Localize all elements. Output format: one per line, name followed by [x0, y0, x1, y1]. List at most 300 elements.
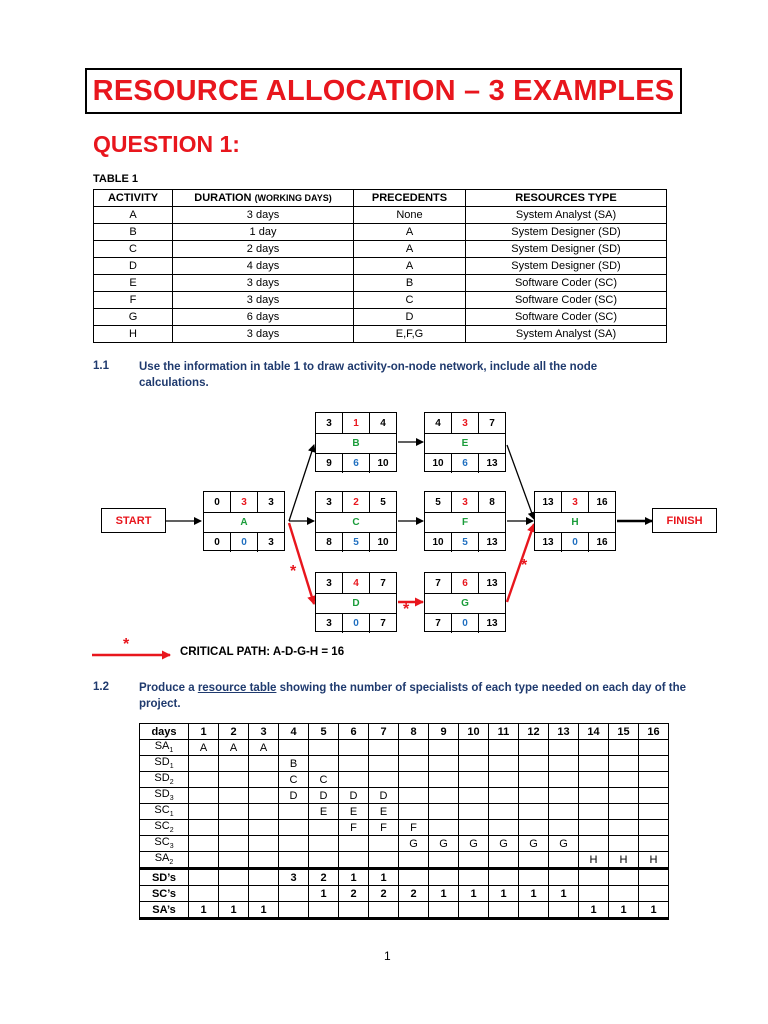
node-late-finish: 3: [257, 532, 284, 552]
resource-cell: [489, 852, 519, 869]
node-float: 0: [451, 613, 478, 633]
activity-table-cell: E: [94, 275, 173, 292]
page-number: 1: [384, 949, 391, 963]
resource-cell: [309, 852, 339, 869]
sum-cell: [609, 886, 639, 902]
node-late-finish: 7: [369, 613, 396, 633]
node-late-start: 8: [326, 536, 332, 548]
resource-cell: [369, 836, 399, 852]
days-label: days: [140, 724, 189, 740]
resource-label: [140, 852, 189, 869]
sum-cell: [489, 902, 519, 919]
sum-cell: 3: [279, 869, 309, 886]
resource-cell: [459, 820, 489, 836]
resource-cell: [489, 820, 519, 836]
resource-label: [140, 740, 189, 756]
node-activity-name: B: [352, 437, 360, 449]
activity-table-cell: G: [94, 309, 173, 326]
resource-cell: [279, 820, 309, 836]
resource-label-sub: 3: [169, 843, 174, 851]
resource-cell: [399, 756, 429, 772]
node-float: 5: [342, 532, 369, 552]
day-header: 2: [219, 724, 249, 740]
sum-cell: 1: [549, 886, 579, 902]
activity-table-cell: Software Coder (SC): [466, 275, 667, 292]
node-late-finish: 13: [478, 453, 505, 473]
day-header: 14: [579, 724, 609, 740]
sum-cell: 1: [609, 902, 639, 919]
resource-cell: [639, 820, 669, 836]
sum-cell: 1: [249, 902, 279, 919]
resource-cell: [609, 804, 639, 820]
resource-cell: [549, 740, 579, 756]
node-float: 0: [561, 532, 588, 552]
resource-cell: E: [339, 804, 369, 820]
resource-label-sub: 2: [169, 859, 174, 867]
resource-cell: [189, 852, 219, 869]
sum-cell: 1: [639, 902, 669, 919]
resource-row: [140, 836, 669, 852]
resource-cell: [219, 852, 249, 869]
activity-table-cell: F: [94, 292, 173, 309]
resource-cell: [219, 772, 249, 788]
question-heading: QUESTION 1:: [93, 131, 240, 157]
activity-table-cell: Software Coder (SC): [466, 292, 667, 309]
resource-cell: [339, 852, 369, 869]
resource-cell: [429, 756, 459, 772]
resource-cell: [549, 772, 579, 788]
resource-row: [140, 804, 669, 820]
sum-cell: 1: [579, 902, 609, 919]
resource-cell: [189, 836, 219, 852]
sum-label: SA’s: [140, 902, 189, 919]
resource-cell: G: [549, 836, 579, 852]
resource-cell: D: [369, 788, 399, 804]
sum-cell: [219, 869, 249, 886]
resource-cell: H: [609, 852, 639, 869]
activity-table-cell: C: [94, 241, 173, 258]
day-header: 7: [369, 724, 399, 740]
resource-cell: D: [279, 788, 309, 804]
resource-cell: [429, 772, 459, 788]
sum-cell: 1: [189, 902, 219, 919]
day-header: 4: [279, 724, 309, 740]
sum-cell: [429, 902, 459, 919]
resource-cell: B: [279, 756, 309, 772]
node-late-start: 13: [542, 536, 554, 548]
node-late-start: 0: [214, 536, 220, 548]
resource-cell: C: [279, 772, 309, 788]
node-h: [534, 491, 616, 551]
resource-cell: [189, 788, 219, 804]
sum-cell: [339, 902, 369, 919]
node-activity-name: F: [461, 516, 469, 528]
resource-cell: [579, 740, 609, 756]
resource-cell: [219, 820, 249, 836]
sum-cell: 1: [429, 886, 459, 902]
header-resources-type: RESOURCES TYPE: [466, 190, 667, 207]
resource-cell: [219, 804, 249, 820]
sum-cell: 1: [459, 886, 489, 902]
sum-cell: 2: [399, 886, 429, 902]
node-activity-name: D: [352, 597, 360, 609]
resource-label-text: SC: [154, 804, 170, 817]
sum-cell: [249, 886, 279, 902]
resource-cell: [189, 804, 219, 820]
resource-cell: D: [339, 788, 369, 804]
resource-cell: [519, 820, 549, 836]
node-duration: 3: [561, 492, 588, 512]
resource-cell: [459, 852, 489, 869]
resource-label: [140, 804, 189, 820]
resource-cell: [579, 836, 609, 852]
resource-cell: F: [399, 820, 429, 836]
resource-row: [140, 772, 669, 788]
node-early-finish: 7: [478, 413, 505, 433]
node-f: [424, 491, 506, 551]
resource-cell: A: [219, 740, 249, 756]
day-header: 3: [249, 724, 279, 740]
resource-cell: [369, 756, 399, 772]
resource-cell: C: [309, 772, 339, 788]
resource-label-text: SD: [154, 756, 170, 769]
resource-label-sub: 1: [169, 747, 174, 755]
resource-cell: [309, 820, 339, 836]
resource-cell: [549, 804, 579, 820]
node-late-finish: 10: [369, 532, 396, 552]
resource-cell: [639, 788, 669, 804]
resource-cell: [249, 788, 279, 804]
sum-cell: [639, 886, 669, 902]
resource-cell: E: [369, 804, 399, 820]
resource-cell: H: [579, 852, 609, 869]
resource-cell: F: [369, 820, 399, 836]
node-d: [315, 572, 397, 632]
activity-table-cell: 6 days: [173, 309, 354, 326]
resource-cell: F: [339, 820, 369, 836]
sum-cell: [639, 869, 669, 886]
resource-cell: [309, 740, 339, 756]
resource-cell: A: [189, 740, 219, 756]
resource-cell: H: [639, 852, 669, 869]
node-late-start: 9: [326, 457, 332, 469]
node-activity-name: C: [352, 516, 360, 528]
sum-cell: [519, 902, 549, 919]
node-late-start: 7: [435, 617, 441, 629]
q1-2-text-a: Produce a: [139, 682, 198, 694]
resource-label-text: SA: [154, 740, 170, 753]
resource-cell: [309, 756, 339, 772]
resource-cell: [519, 804, 549, 820]
day-header: 12: [519, 724, 549, 740]
resource-cell: [399, 740, 429, 756]
arrow-e-h: [507, 445, 534, 519]
node-a: [203, 491, 285, 551]
day-header: 5: [309, 724, 339, 740]
node-early-finish: 8: [478, 492, 505, 512]
resource-cell: [519, 772, 549, 788]
resource-cell: [549, 788, 579, 804]
activity-table-cell: System Analyst (SA): [466, 207, 667, 224]
sum-cell: 1: [519, 886, 549, 902]
activity-table-cell: 3 days: [173, 207, 354, 224]
node-duration: 4: [342, 573, 369, 593]
sum-cell: [309, 902, 339, 919]
node-late-finish: 13: [478, 532, 505, 552]
node-activity-name: E: [461, 437, 469, 449]
resource-cell: [249, 852, 279, 869]
sum-cell: [429, 869, 459, 886]
node-duration: 3: [451, 492, 478, 512]
resource-row: [140, 788, 669, 804]
node-early-finish: 3: [257, 492, 284, 512]
node-early-start: 3: [326, 417, 332, 429]
node-early-finish: 16: [588, 492, 615, 512]
resource-label-text: SC: [154, 820, 170, 833]
resource-cell: [249, 820, 279, 836]
node-early-start: 3: [326, 577, 332, 589]
resource-cell: [639, 804, 669, 820]
resource-cell: [399, 772, 429, 788]
sum-cell: [609, 869, 639, 886]
resource-row: [140, 852, 669, 869]
node-duration: 1: [342, 413, 369, 433]
q1-1-text-a: Use the information in table 1 to draw: [139, 361, 348, 373]
activity-table-cell: E,F,G: [354, 326, 466, 343]
resource-cell: [429, 820, 459, 836]
resource-cell: [549, 820, 579, 836]
resource-cell: [429, 788, 459, 804]
resource-label-sub: 2: [169, 779, 174, 787]
resource-cell: [519, 756, 549, 772]
sum-cell: 2: [369, 886, 399, 902]
resource-label: [140, 772, 189, 788]
q1-2-number: 1.2: [93, 681, 109, 693]
resource-cell: [219, 836, 249, 852]
resource-label-sub: 2: [169, 827, 174, 835]
resource-cell: [279, 836, 309, 852]
sum-cell: 1: [369, 869, 399, 886]
header-precedents: PRECEDENTS: [354, 190, 466, 207]
resource-cell: [489, 740, 519, 756]
activity-table-cell: System Designer (SD): [466, 241, 667, 258]
activity-table-cell: 3 days: [173, 326, 354, 343]
sum-cell: [459, 902, 489, 919]
day-header: 11: [489, 724, 519, 740]
node-float: 0: [342, 613, 369, 633]
activity-table-cell: Software Coder (SC): [466, 309, 667, 326]
resource-cell: [459, 804, 489, 820]
sum-cell: [549, 902, 579, 919]
sum-label: SD’s: [140, 869, 189, 886]
sum-cell: 1: [219, 902, 249, 919]
header-duration-unit: (WORKING DAYS): [254, 193, 332, 203]
critical-star-d-g: *: [403, 601, 410, 618]
resource-cell: A: [249, 740, 279, 756]
node-early-start: 3: [326, 496, 332, 508]
resource-cell: [279, 804, 309, 820]
node-duration: 2: [342, 492, 369, 512]
resource-cell: [279, 852, 309, 869]
resource-sum-row: [140, 869, 669, 886]
sum-cell: 2: [309, 869, 339, 886]
resource-cell: [189, 756, 219, 772]
resource-cell: [369, 852, 399, 869]
activity-table-cell: 4 days: [173, 258, 354, 275]
resource-table-body: [140, 724, 669, 919]
node-duration: 3: [230, 492, 257, 512]
node-late-start: 10: [432, 536, 444, 548]
resource-row: [140, 740, 669, 756]
node-early-start: 5: [435, 496, 441, 508]
resource-cell: [459, 756, 489, 772]
node-activity-name: H: [571, 516, 579, 528]
resource-cell: [429, 852, 459, 869]
resource-cell: [459, 788, 489, 804]
node-late-finish: 10: [369, 453, 396, 473]
legend-star: *: [123, 636, 130, 653]
activity-table-cell: B: [94, 224, 173, 241]
sum-label: SC’s: [140, 886, 189, 902]
start-box: START: [101, 508, 166, 533]
node-float: 6: [451, 453, 478, 473]
resource-cell: [459, 772, 489, 788]
resource-cell: D: [309, 788, 339, 804]
resource-cell: [249, 772, 279, 788]
sum-cell: [579, 886, 609, 902]
sum-cell: [189, 869, 219, 886]
node-early-finish: 5: [369, 492, 396, 512]
node-duration: 3: [451, 413, 478, 433]
node-e: [424, 412, 506, 472]
node-late-start: 3: [326, 617, 332, 629]
resource-cell: [279, 740, 309, 756]
activity-table-cell: C: [354, 292, 466, 309]
sum-cell: [249, 869, 279, 886]
resource-cell: G: [429, 836, 459, 852]
resource-cell: [489, 804, 519, 820]
q1-1-text-b: activity-on-node network,: [347, 361, 487, 373]
q1-2-text: [139, 680, 709, 712]
resource-label: [140, 788, 189, 804]
day-header: 9: [429, 724, 459, 740]
resource-cell: [489, 772, 519, 788]
node-early-finish: 4: [369, 413, 396, 433]
sum-cell: 1: [309, 886, 339, 902]
resource-label-sub: 1: [169, 811, 174, 819]
resource-cell: [249, 804, 279, 820]
resource-label: [140, 820, 189, 836]
sum-cell: 2: [339, 886, 369, 902]
resource-label-text: SD: [154, 788, 170, 801]
node-early-start: 0: [214, 496, 220, 508]
resource-cell: [399, 852, 429, 869]
critical-path-label: CRITICAL PATH: A-D-G-H = 16: [180, 646, 345, 658]
activity-table-cell: A: [354, 258, 466, 275]
node-activity-name: A: [240, 516, 248, 528]
activity-table-cell: A: [354, 241, 466, 258]
node-b: [315, 412, 397, 472]
resource-label-text: SC: [154, 836, 170, 849]
day-header: 13: [549, 724, 579, 740]
resource-cell: [339, 772, 369, 788]
resource-cell: [519, 852, 549, 869]
resource-cell: [579, 772, 609, 788]
activity-table-cell: H: [94, 326, 173, 343]
resource-sum-row: [140, 902, 669, 919]
resource-cell: [609, 820, 639, 836]
activity-table-cell: System Analyst (SA): [466, 326, 667, 343]
resource-cell: [189, 772, 219, 788]
resource-cell: [309, 836, 339, 852]
header-duration-label: DURATION: [194, 192, 252, 204]
resource-cell: [339, 836, 369, 852]
q1-2-text-b: resource table: [197, 682, 277, 694]
resource-table-header: [140, 724, 669, 740]
node-duration: 6: [451, 573, 478, 593]
resource-cell: [639, 740, 669, 756]
sum-cell: 1: [489, 886, 519, 902]
resource-cell: [609, 740, 639, 756]
node-early-start: 7: [435, 577, 441, 589]
resource-cell: [339, 756, 369, 772]
sum-cell: 1: [339, 869, 369, 886]
resource-cell: [579, 788, 609, 804]
resource-cell: [609, 788, 639, 804]
resource-cell: E: [309, 804, 339, 820]
resource-cell: [189, 820, 219, 836]
sum-cell: [279, 886, 309, 902]
activity-table-cell: A: [94, 207, 173, 224]
resource-table: [139, 723, 669, 920]
resource-cell: [549, 852, 579, 869]
activity-table-cell: D: [94, 258, 173, 275]
critical-star-g-h: *: [521, 557, 528, 574]
node-float: 0: [230, 532, 257, 552]
resource-cell: [489, 756, 519, 772]
day-header: 10: [459, 724, 489, 740]
activity-table-cell: D: [354, 309, 466, 326]
sum-cell: [399, 869, 429, 886]
resource-cell: [339, 740, 369, 756]
sum-cell: [459, 869, 489, 886]
resource-row: [140, 820, 669, 836]
activity-table-cell: B: [354, 275, 466, 292]
resource-cell: [249, 836, 279, 852]
resource-cell: [429, 740, 459, 756]
node-c: [315, 491, 397, 551]
resource-label-text: SA: [154, 852, 170, 865]
resource-cell: [639, 836, 669, 852]
node-float: 6: [342, 453, 369, 473]
q1-1-text-c: include all the node calculations.: [139, 361, 598, 389]
resource-cell: [549, 756, 579, 772]
resource-cell: [639, 772, 669, 788]
node-early-start: 4: [435, 417, 441, 429]
resource-cell: [489, 788, 519, 804]
table1-caption: TABLE 1: [93, 173, 139, 185]
activity-table-cell: 3 days: [173, 275, 354, 292]
activity-table-cell: A: [354, 224, 466, 241]
resource-cell: [399, 788, 429, 804]
sum-cell: [189, 886, 219, 902]
resource-cell: [249, 756, 279, 772]
resource-sum-row: [140, 886, 669, 902]
sum-cell: [399, 902, 429, 919]
page-title: RESOURCE ALLOCATION – 3 EXAMPLES: [92, 74, 675, 107]
q1-2-text-c: showing the number of specialists of each type needed on each day of the project.: [139, 682, 687, 710]
resource-cell: [219, 756, 249, 772]
